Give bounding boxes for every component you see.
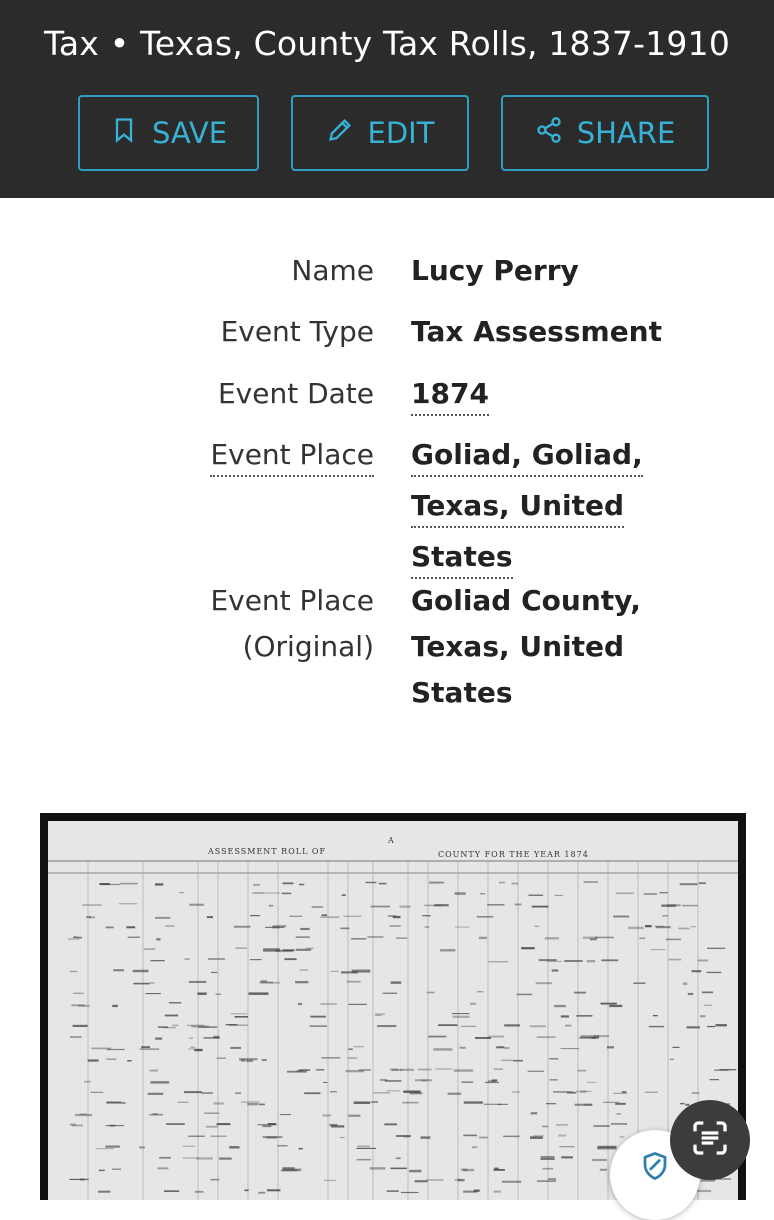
event-place-original-line-1: Goliad County,: [411, 584, 641, 617]
event-place-value: [411, 432, 711, 585]
event-place-original-label-line-1: Event Place: [210, 584, 374, 617]
shield-icon: [640, 1150, 670, 1186]
text-scan-button[interactable]: [670, 1100, 750, 1180]
event-place-original-line-3: States: [411, 676, 513, 709]
event-place-original-label: [210, 578, 374, 670]
record-header: [0, 0, 774, 198]
event-date-value-wrap: [411, 371, 711, 422]
event-place-original-line-2: Texas, United: [411, 630, 625, 663]
text-scan-icon: [690, 1118, 730, 1162]
save-label: SAVE: [151, 116, 228, 150]
name-value: Lucy Perry: [411, 254, 579, 287]
doc-heading-mark: A: [388, 836, 394, 845]
event-place-line-1[interactable]: Goliad, Goliad,: [411, 435, 643, 477]
save-button[interactable]: [78, 95, 259, 171]
event-type-label: Event Type: [220, 315, 374, 348]
event-date-value[interactable]: 1874: [411, 374, 489, 416]
doc-heading-right: COUNTY FOR THE YEAR 1874: [438, 850, 589, 859]
event-place-line-3[interactable]: States: [411, 537, 513, 579]
event-place-label[interactable]: Event Place: [210, 435, 374, 477]
collection-title: Tax • Texas, County Tax Rolls, 1837-1910: [43, 24, 731, 63]
event-place-original-value: [411, 578, 711, 716]
share-icon: [535, 116, 563, 151]
doc-heading-left: ASSESSMENT ROLL OF: [208, 847, 327, 856]
pencil-icon: [326, 116, 354, 151]
edit-button[interactable]: [291, 95, 469, 171]
event-place-original-label-line-2: (Original): [242, 630, 374, 663]
share-label: SHARE: [576, 116, 676, 150]
bookmark-icon: [110, 116, 138, 151]
name-label: Name: [291, 254, 374, 287]
event-date-label: Event Date: [217, 377, 374, 410]
event-type-value: Tax Assessment: [411, 315, 663, 348]
event-place-line-2[interactable]: Texas, United: [411, 486, 624, 528]
share-button[interactable]: [501, 95, 709, 171]
event-place-label-wrap: [210, 432, 374, 483]
edit-label: EDIT: [367, 116, 435, 150]
